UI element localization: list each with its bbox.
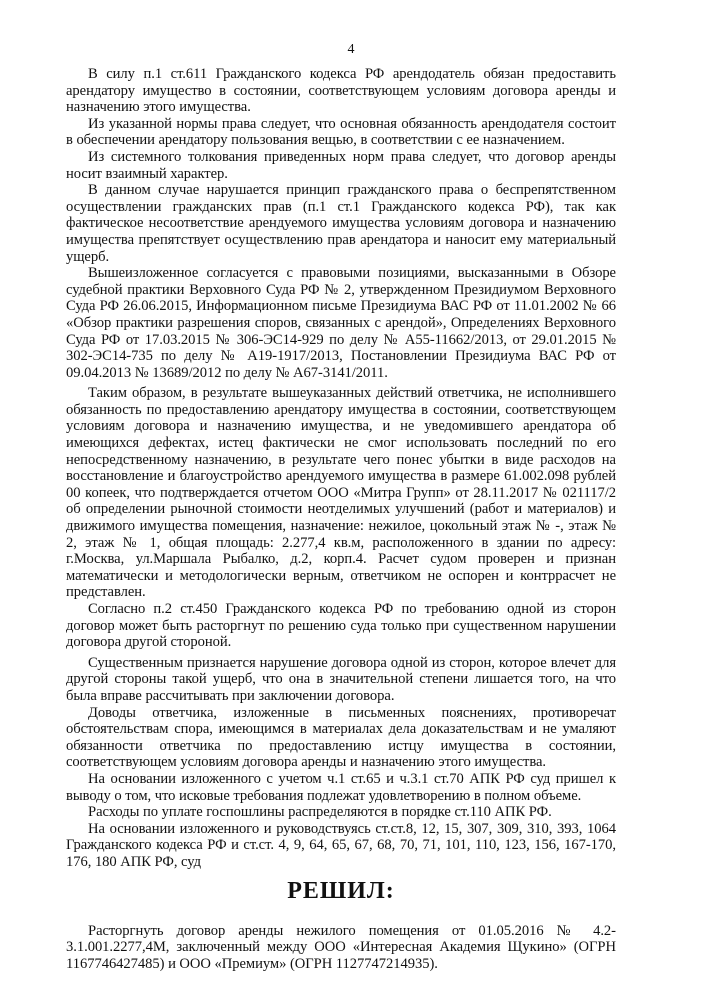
paragraph-conclusion: На основании изложенного с учетом ч.1 ст.65 и ч.3.1 ст.70 АПК РФ суд пришел к выводу о том, что исковые требования подлежат удовлетворению в полном объеме.: [66, 770, 616, 804]
paragraph-damages: Таким образом, в результате вышеуказанных действий ответчика, не исполнившего обязанность по предоставлению арендатору имущества в состоянии, соответствующем условиям договора и назначению имущества, и не уведомившего арендатора об имеющихся дефектах, истец фактически не смог использовать последний по его непосредственному назначению, в результате чего понес убытки в виде расходов на восстановление и благоустройство арендуемого имущества в размере 61.002.098 рублей 00 копеек, что подтверждается отчетом ООО «Митра Групп» от 28.11.2017 № 021117/2 об определении рыночной стоимости неотделимых улучшений (работ и материалов) и движимого имущества помещения, назначение: нежилое, цокольный этаж № -, этаж № 2, этаж № 1, общая площадь: 2.277,4 кв.м, расположенного в здании по адресу: г.Москва, ул.Маршала Рыбалко, д.2, корп.4. Расчет судом проверен и признан математически и методологически верным, ответчиком не оспорен и контррасчет не представлен.: [66, 385, 616, 601]
paragraph-legal-basis: На основании изложенного и руководствуясь ст.ст.8, 12, 15, 307, 309, 310, 393, 1064 Гражданского кодекса РФ и ст.ст. 4, 9, 64, 65, 67, 68, 70, 71, 101, 110, 123, 156, 167-170, 176, 180 АПК РФ, суд: [66, 820, 616, 870]
paragraph-material-breach: Существенным признается нарушение договора одной из сторон, которое влечет для другой стороны такой ущерб, что она в значительной степени лишается того, на что была вправе рассчитывать при заключении договора.: [66, 654, 616, 704]
document-page: [66, 42, 616, 972]
paragraph-main-duty: Из указанной нормы права следует, что основная обязанность арендодателя состоит в обеспечении арендатору пользования вещью, в соответствии с ее назначением.: [66, 115, 616, 149]
paragraph-lessor-obligation: В силу п.1 ст.611 Гражданского кодекса РФ арендодатель обязан предоставить арендатору имущество в состоянии, соответствующем условиям договора аренды и назначению этого имущества.: [66, 66, 616, 116]
paragraph-legal-positions: Вышеизложенное согласуется с правовыми позициями, высказанными в Обзоре судебной практики Верховного Суда РФ № 2, утвержденном Президиумом Верховного Суда РФ 26.06.2015, Информационном письме Президиума ВАС РФ от 11.01.2002 № 66 «Обзор практики разрешения споров, связанных с арендой», Определениях Верховного Суда РФ от 17.03.2015 № 306-ЭС14-929 по делу № А55-11662/2013, от 29.01.2015 № 302-ЭС14-735 по делу № А19-1917/2013, Постановлении Президиума ВАС РФ от 09.04.2013 № 13689/2012 по делу № А67-3141/2011.: [66, 265, 616, 381]
paragraph-principle-violation: В данном случае нарушается принцип гражданского права о беспрепятственном осуществлении гражданских прав (п.1 ст.1 Гражданского кодекса РФ), так как фактическое несоответствие арендуемого имущества условиям договора и назначению имущества препятствует осуществлению прав арендатора и наносит ему материальный ущерб.: [66, 182, 616, 265]
paragraph-defendant-arguments: Доводы ответчика, изложенные в письменных пояснениях, противоречат обстоятельствам спора, имеющимся в материалах дела доказательствам и не умаляют обязанности ответчика по предоставлению истцу имущества в состоянии, соответствующем условиям договора аренды и назначению этого имущества.: [66, 704, 616, 771]
paragraph-termination-rule: Согласно п.2 ст.450 Гражданского кодекса РФ по требованию одной из сторон договор может быть расторгнут по решению суда только при существенном нарушении договора другой стороной.: [66, 601, 616, 651]
paragraph-mutual-nature: Из системного толкования приведенных норм права следует, что договор аренды носит взаимный характер.: [66, 148, 616, 182]
paragraph-terminate-contract: Расторгнуть договор аренды нежилого помещения от 01.05.2016 № 4.2-3.1.001.2277,4М, заключенный между ООО «Интересная Академия Щукино» (ОГРН 1167746427485) и ООО «Премиум» (ОГРН 1127747214935).: [66, 922, 616, 972]
page-number: 4: [347, 42, 355, 57]
decision-heading: РЕШИЛ:: [287, 877, 395, 904]
paragraph-state-fee: Расходы по уплате госпошлины распределяются в порядке ст.110 АПК РФ.: [88, 804, 552, 821]
